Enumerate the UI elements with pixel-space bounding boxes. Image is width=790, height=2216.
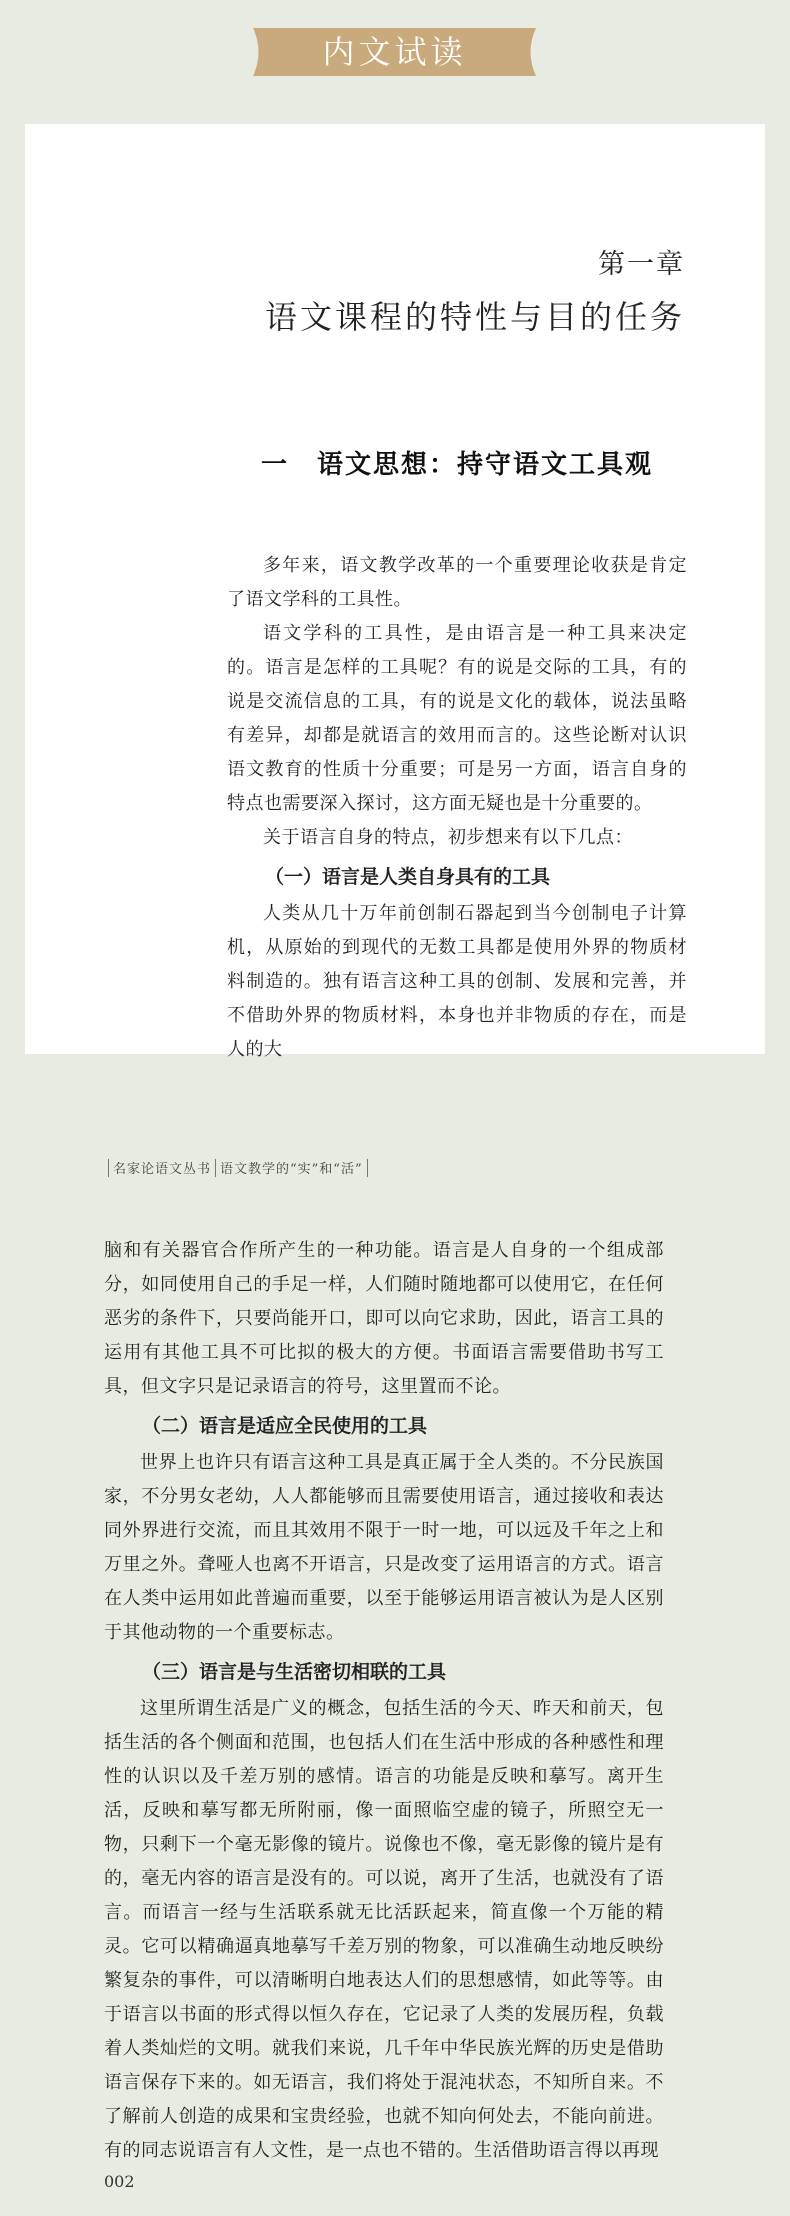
paragraph: 语文学科的工具性，是由语言是一种工具来决定的。语言是怎样的工具呢？有的说是交际的工具，有的说是交流信息的工具，有的说是文化的载体，说法虽略有差异，却都是就语言的效用而言的。这些论断对认识语文教育的性质十分重要；可是另一方面，语言自身的特点也需要深入探讨，这方面无疑也是十分重要的。 xyxy=(227,623,687,814)
section-banner xyxy=(253,28,536,76)
header-divider xyxy=(215,1159,216,1177)
paragraph: 这里所谓生活是广义的概念，包括生活的今天、昨天和前天，包括生活的各个侧面和范围，也包括人们在生活中形成的各种感性和理性的认识以及千差万别的感情。语言的功能是反映和摹写。离开生活，反映和摹写都无所附丽，像一面照临空虚的镜子，所照空无一物，只剩下一个毫无影像的镜片。说像也不像，毫无影像的镜片是有的，毫无内容的语言是没有的。可以说，离开了生活，也就没有了语言。而语言一经与生活联系就无比活跃起来，简直像一个万能的精灵。它可以精确逼真地摹写千差万别的物象，可以准确生动地反映纷繁复杂的事件，可以清晰明白地表达人们的思想感情，如此等等。由于语言以书面的形式得以恒久存在，它记录了人类的发展历程，负载着人类灿烂的文明。就我们来说，几千年中华民族光辉的历史是借助语言保存下来的。如无语言，我们将处于混沌状态，不知所自来。不了解前人创造的成果和宝贵经验，也就不知向何处去，不能向前进。有的同志说语言有人文性，是一点也不错的。生活借助语言得以再现 xyxy=(104,1698,664,2161)
book-page-1 xyxy=(25,124,765,1060)
subsection-heading: （二）语言是适应全民使用的工具 xyxy=(142,1415,428,1437)
paragraph: 多年来，语文教学改革的一个重要理论收获是肯定了语文学科的工具性。 xyxy=(227,555,687,610)
book-name: 语文教学的“实”和“活” xyxy=(220,1162,363,1177)
paragraph: 人类从几十万年前创制石器起到当今创制电子计算机，从原始的到现代的无数工具都是使用外界的物质材料制造的。独有语言这种工具的创制、发展和完善，并不借助外界的物质材料，本身也并非物质的存在，而是人的大 xyxy=(227,903,687,1060)
subsection-heading: （一）语言是人类自身具有的工具 xyxy=(265,866,551,888)
chapter-title: 语文课程的特性与目的任务 xyxy=(264,298,685,336)
page1-body xyxy=(227,549,687,1067)
paragraph: 关于语言自身的特点，初步想来有以下几点： xyxy=(263,827,633,848)
banner-title: 内文试读 xyxy=(322,33,467,71)
series-name: 名家论语文丛书 xyxy=(113,1162,212,1177)
paragraph-continued: 脑和有关器官合作所产生的一种功能。语言是人自身的一个组成部分，如同使用自己的手足一样，人们随时随地都可以使用它，在任何恶劣的条件下，只要尚能开口，即可以向它求助，因此，语言工具的运用有其他工具不可比拟的极大的方便。书面语言需要借助书写工具，但文字只是记录语言的符号，这里置而不论。 xyxy=(104,1240,664,1397)
chapter-number: 第一章 xyxy=(598,249,685,280)
page-number: 002 xyxy=(104,2172,135,2191)
header-divider xyxy=(108,1159,109,1177)
subsection-heading: （三）语言是与生活密切相联的工具 xyxy=(142,1661,447,1683)
header-divider xyxy=(367,1159,368,1177)
running-header xyxy=(104,1158,372,1177)
paragraph: 世界上也许只有语言这种工具是真正属于全人类的。不分民族国家，不分男女老幼，人人都能够而且需要使用语言，通过接收和表达同外界进行交流，而且其效用不限于一时一地，可以远及千年之上和万里之外。聋哑人也离不开语言，只是改变了运用语言的方式。语言在人类中运用如此普遍而重要，以至于能够运用语言被认为是人区别于其他动物的一个重要标志。 xyxy=(104,1452,664,1643)
section-title: 一 语文思想：持守语文工具观 xyxy=(260,450,653,480)
page2-body xyxy=(104,1234,664,2168)
